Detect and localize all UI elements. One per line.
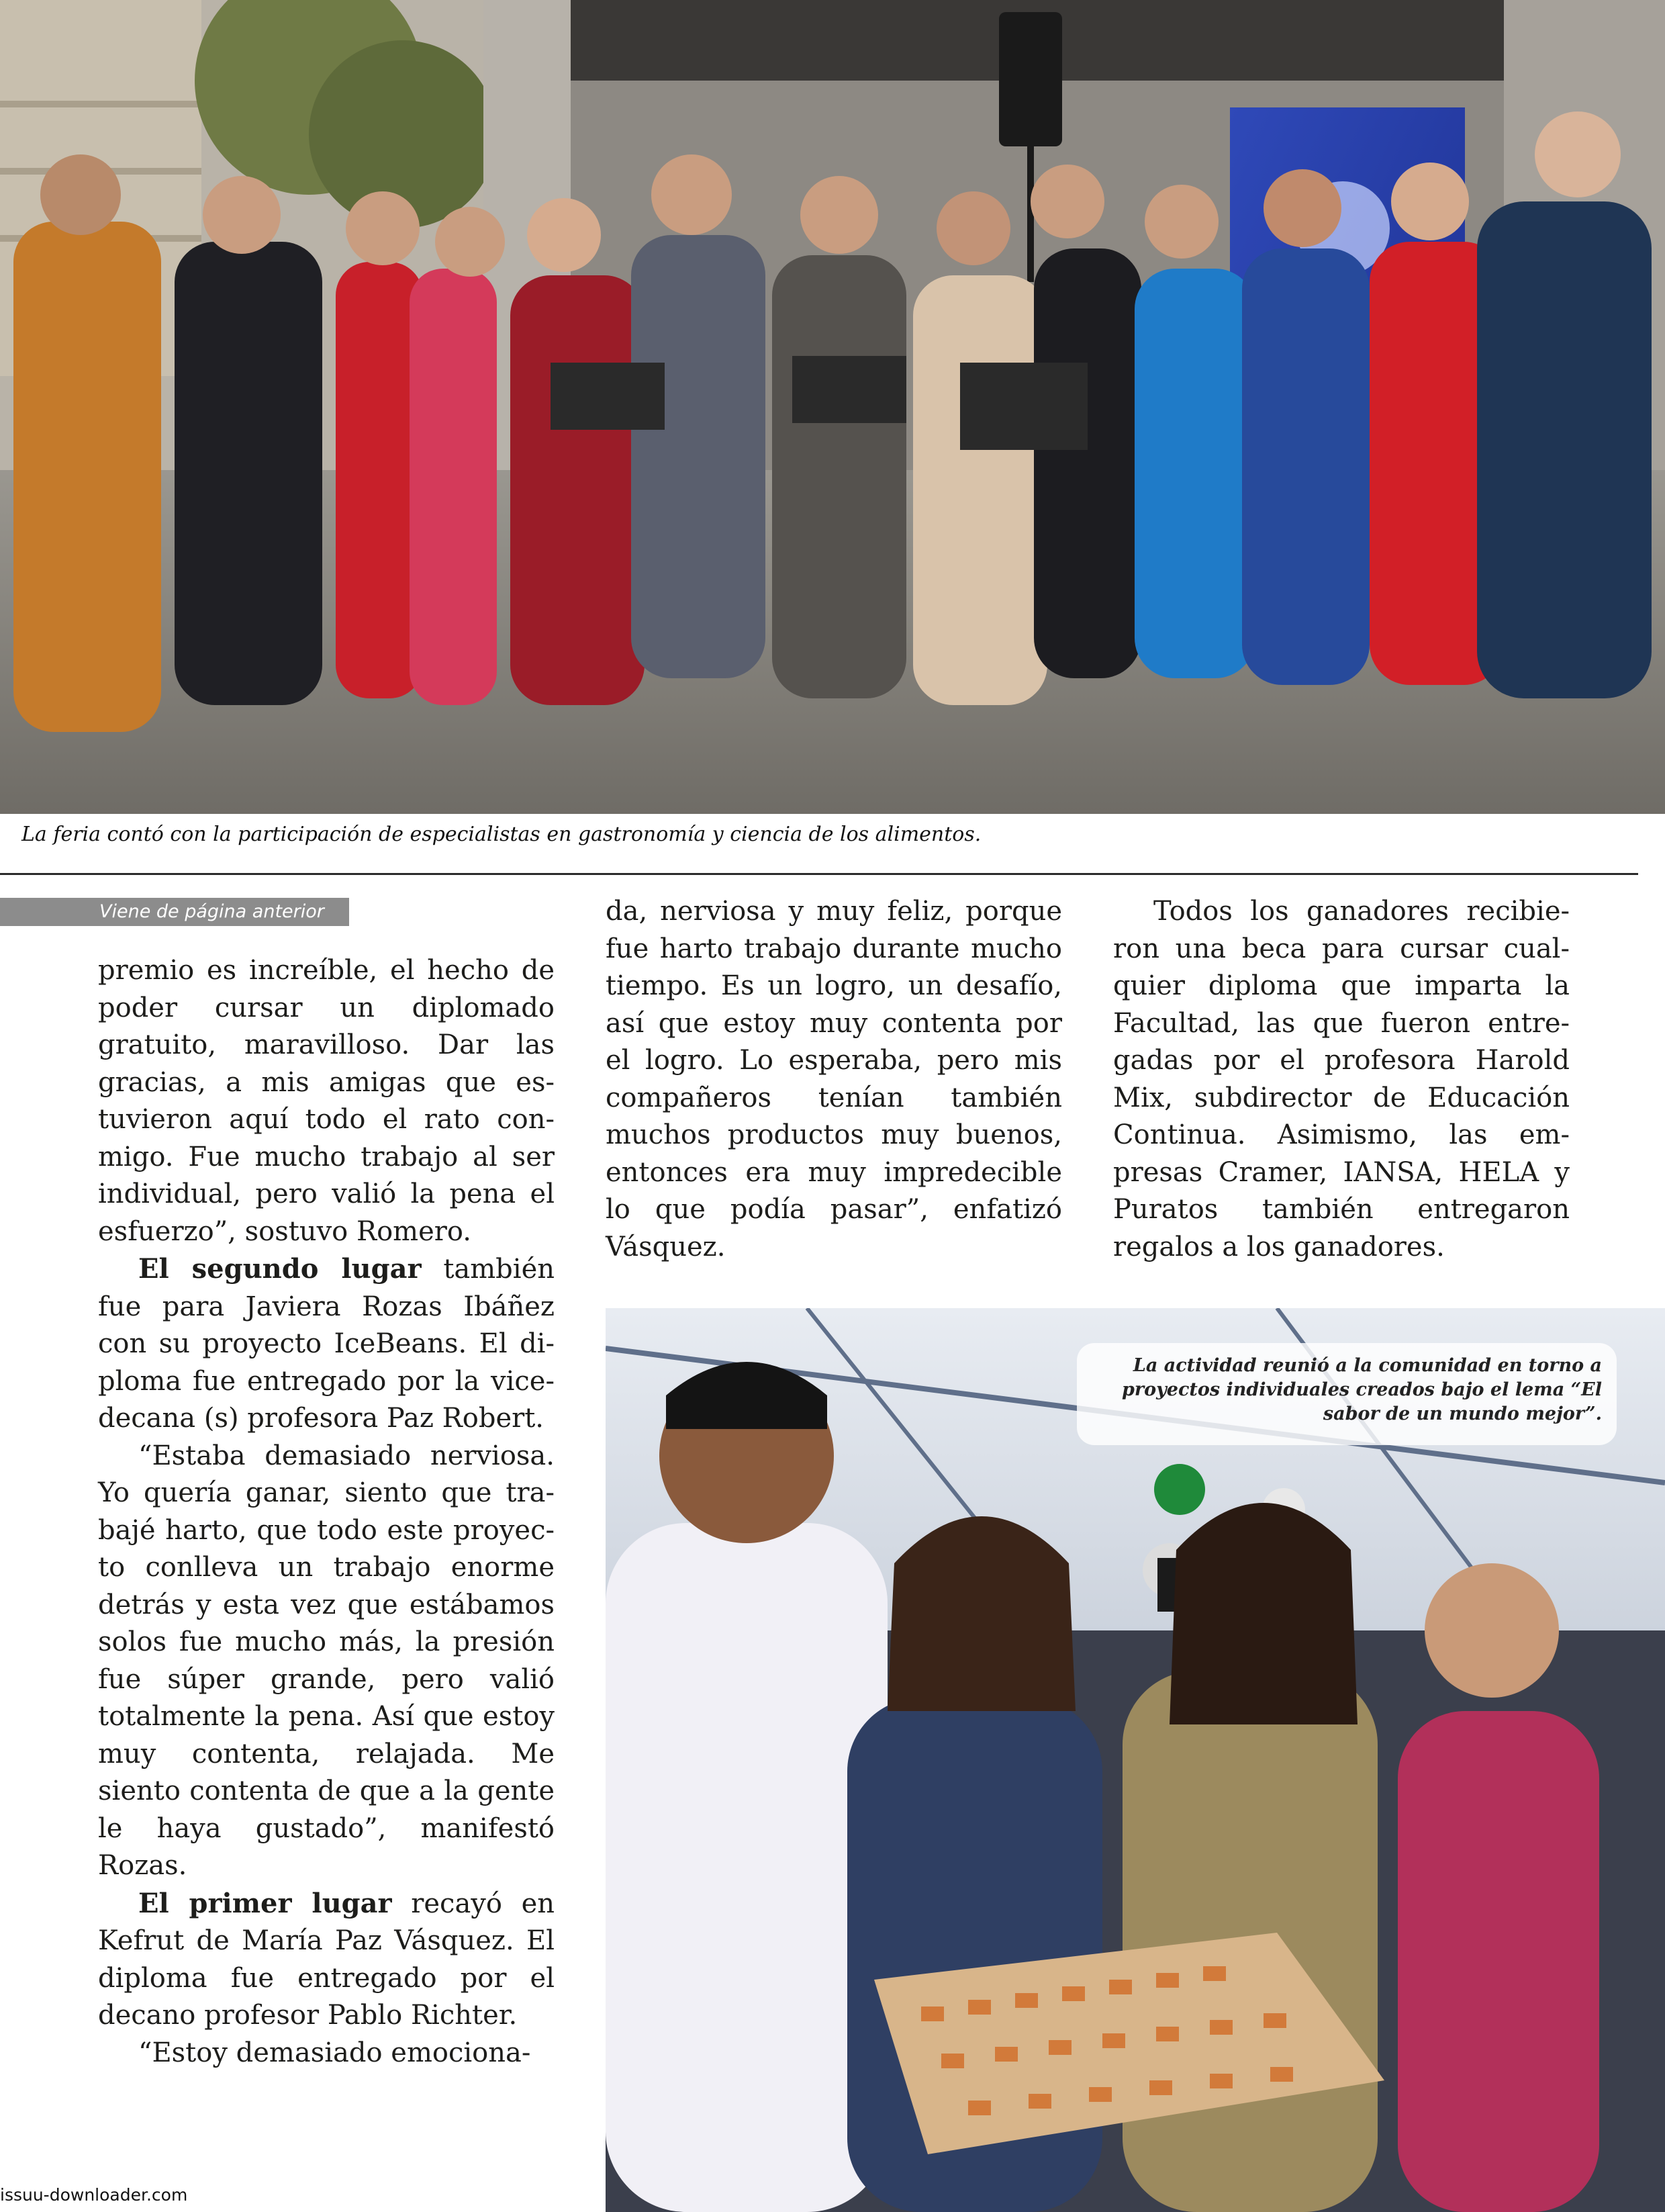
col1-paragraph-3: “Estaba demasiado nerviosa. Yo quería ganar, siento que trabajé harto, que todo este proyecto conlleva un trabajo enorme detrás y esta vez que estábamos solos fue mucho más, la presión fue súper grande, pero valió totalmente la pena. Así que estoy muy contenta, relajada. Me siento contenta de que a la gente le haya gustado”, manifestó Rozas. — [98, 1440, 555, 1881]
watermark-text: issuu-downloader.com — [0, 2184, 190, 2206]
second-place-text: también fue para Javiera Rozas Ibáñez con su proyecto IceBeans. El diploma fue entregado por la vicedecana (s) profesora Paz Robert. — [98, 1254, 555, 1434]
first-place-text: recayó en Kefrut de María Paz Vásquez. El diploma fue entregado por el decano profesor Pablo Richter. — [98, 1888, 555, 2031]
col1-paragraph-4 — [98, 1885, 555, 2035]
photo-callout: La actividad reunió a la comunidad en torno a proyectos individuales creados bajo el lema “El sabor de un mundo mejor”. — [1077, 1343, 1617, 1445]
section-divider — [0, 873, 1638, 875]
top-photo-caption: La feria contó con la participación de especialistas en gastronomía y ciencia de los alimentos. — [21, 823, 982, 846]
col1-paragraph-5: “Estoy demasiado emociona- — [138, 2037, 531, 2068]
col1-paragraph-2 — [98, 1250, 555, 1438]
group-award-photo-graphic — [0, 0, 1665, 814]
col3-paragraph-1: Todos los ganadores recibieron una beca para cursar cualquier diploma que imparta la Facultad, las que fueron entregadas por el profesora Harold Mix, subdirector de Educación Continua. Asimismo, las empresas Cramer, IANSA, HELA y Puratos también entregaron regalos a los ganadores. — [1113, 896, 1570, 1262]
col1-paragraph-1: premio es increíble, el hecho de poder cursar un diplomado gratuito, maravilloso. Dar las gracias, a mis amigas que estuvieron aquí todo el rato conmigo. Fue mucho trabajo al ser individual, pero valió la pena el esfuerzo”, sostuvo Romero. — [98, 955, 555, 1247]
article-column-2 — [606, 893, 1062, 1266]
article-column-1 — [98, 952, 555, 2072]
article-column-3 — [1113, 893, 1570, 1266]
second-place-heading: El segundo lugar — [138, 1253, 422, 1285]
continued-from-label: Viene de página anterior — [0, 898, 349, 926]
group-award-photo — [0, 0, 1665, 814]
col2-paragraph-1: da, nerviosa y muy feliz, porque fue harto trabajo durante mucho tiempo. Es un logro, un desafío, así que estoy muy contenta por el logro. Lo esperaba, pero mis compañeros tenían también muchos productos muy buenos, entonces era muy impredecible lo que podía pasar”, enfatizó Vásquez. — [606, 896, 1062, 1262]
first-place-heading: El primer lugar — [138, 1887, 392, 1919]
